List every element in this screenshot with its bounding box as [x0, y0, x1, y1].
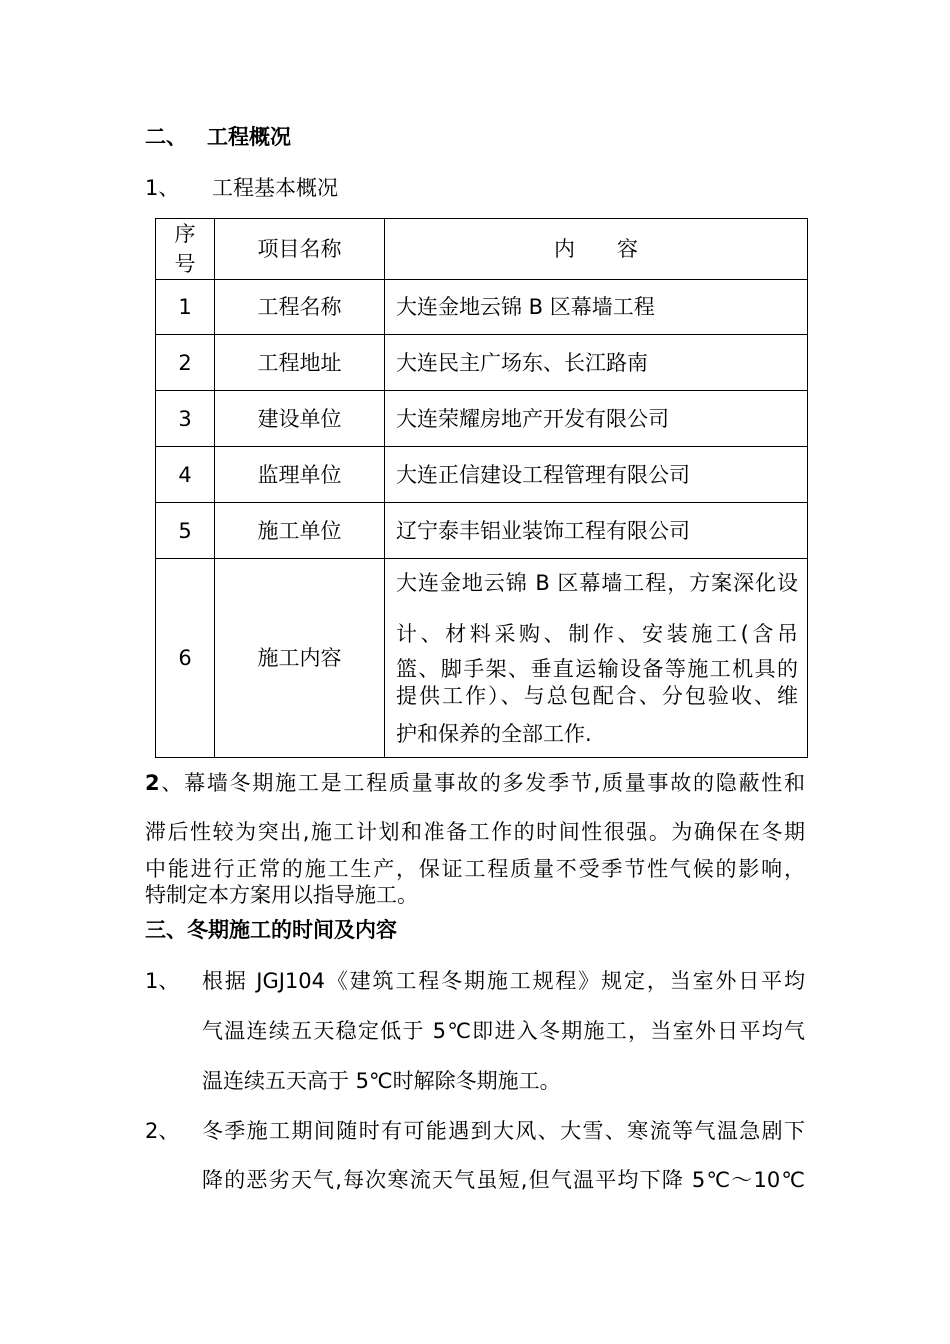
- subsection-1-title: 工程基本概况: [212, 176, 338, 200]
- content-line: 计、材料采购、制作、安装施工(含吊: [396, 622, 798, 646]
- row-index: 4: [156, 447, 215, 503]
- table-header-row: [156, 219, 808, 280]
- header-index-line-2: 号: [174, 252, 196, 276]
- section-3-item-2-line-1: 冬季施工期间随时有可能遇到大风、大雪、寒流等气温急剧下: [202, 1119, 805, 1143]
- section-2-number: 二、: [145, 125, 187, 149]
- row-name: 工程地址: [215, 335, 385, 391]
- table-row: [156, 391, 808, 447]
- header-index-line-1: 序: [174, 222, 196, 246]
- row-index: 5: [156, 503, 215, 559]
- row-content: 大连金地云锦 B 区幕墙工程: [385, 280, 808, 335]
- subsection-1-number: 1、: [145, 176, 180, 200]
- row-content-multiline: [385, 559, 807, 757]
- section-3-item-1-line-1: 根据 JGJ104《建筑工程冬期施工规程》规定，当室外日平均: [202, 969, 805, 993]
- row-content: 大连民主广场东、长江路南: [385, 335, 808, 391]
- row-content: 大连荣耀房地产开发有限公司: [385, 391, 808, 447]
- row-name: 监理单位: [215, 447, 385, 503]
- header-name-cell: 项目名称: [215, 219, 385, 280]
- row-name: 施工内容: [215, 559, 385, 758]
- content-line: 篮、脚手架、垂直运输设备等施工机具的: [396, 657, 798, 681]
- table-row: [156, 280, 808, 335]
- project-info-table: [155, 218, 808, 758]
- header-content-cell: 内 容: [385, 219, 808, 280]
- table-row: [156, 503, 808, 559]
- row-content: 辽宁泰丰铝业装饰工程有限公司: [385, 503, 808, 559]
- row-name: 施工单位: [215, 503, 385, 559]
- content-line: 护和保养的全部工作.: [396, 722, 592, 746]
- section-3-item-1-number: 1、: [145, 969, 180, 993]
- content-line: 大连金地云锦 B 区幕墙工程，方案深化设: [396, 571, 798, 595]
- paragraph-2-line-4: 特制定本方案用以指导施工。: [145, 883, 418, 907]
- table-row: [156, 559, 808, 758]
- section-3-title: 三、冬期施工的时间及内容: [145, 918, 397, 942]
- row-index: 2: [156, 335, 215, 391]
- section-3-item-1-line-3: 温连续五天高于 5℃时解除冬期施工。: [202, 1069, 561, 1093]
- row-index: 3: [156, 391, 215, 447]
- table-row: [156, 447, 808, 503]
- row-name: 工程名称: [215, 280, 385, 335]
- paragraph-2-line-3: 中能进行正常的施工生产，保证工程质量不受季节性气候的影响，: [145, 857, 805, 881]
- section-3-item-1-line-2: 气温连续五天稳定低于 5℃即进入冬期施工，当室外日平均气: [202, 1019, 805, 1043]
- content-line: 提供工作）、与总包配合、分包验收、维: [396, 684, 798, 708]
- table-row: [156, 335, 808, 391]
- section-2-title: 工程概况: [207, 125, 291, 149]
- row-name: 建设单位: [215, 391, 385, 447]
- header-index-cell: [156, 219, 215, 280]
- section-3-item-2-line-2: 降的恶劣天气,每次寒流天气虽短,但气温平均下降 5℃～10℃: [202, 1168, 805, 1192]
- row-content: 大连正信建设工程管理有限公司: [385, 447, 808, 503]
- paragraph-2-line-1: [145, 771, 805, 795]
- paragraph-2-line-2: 滞后性较为突出,施工计划和准备工作的时间性很强。为确保在冬期: [145, 820, 805, 844]
- paragraph-2-number: 2: [145, 771, 160, 795]
- paragraph-2-text: 、幕墙冬期施工是工程质量事故的多发季节,质量事故的隐蔽性和: [159, 771, 805, 795]
- section-3-item-2-number: 2、: [145, 1119, 180, 1143]
- row-index: 1: [156, 280, 215, 335]
- row-content: [385, 559, 808, 758]
- row-index: 6: [156, 559, 215, 758]
